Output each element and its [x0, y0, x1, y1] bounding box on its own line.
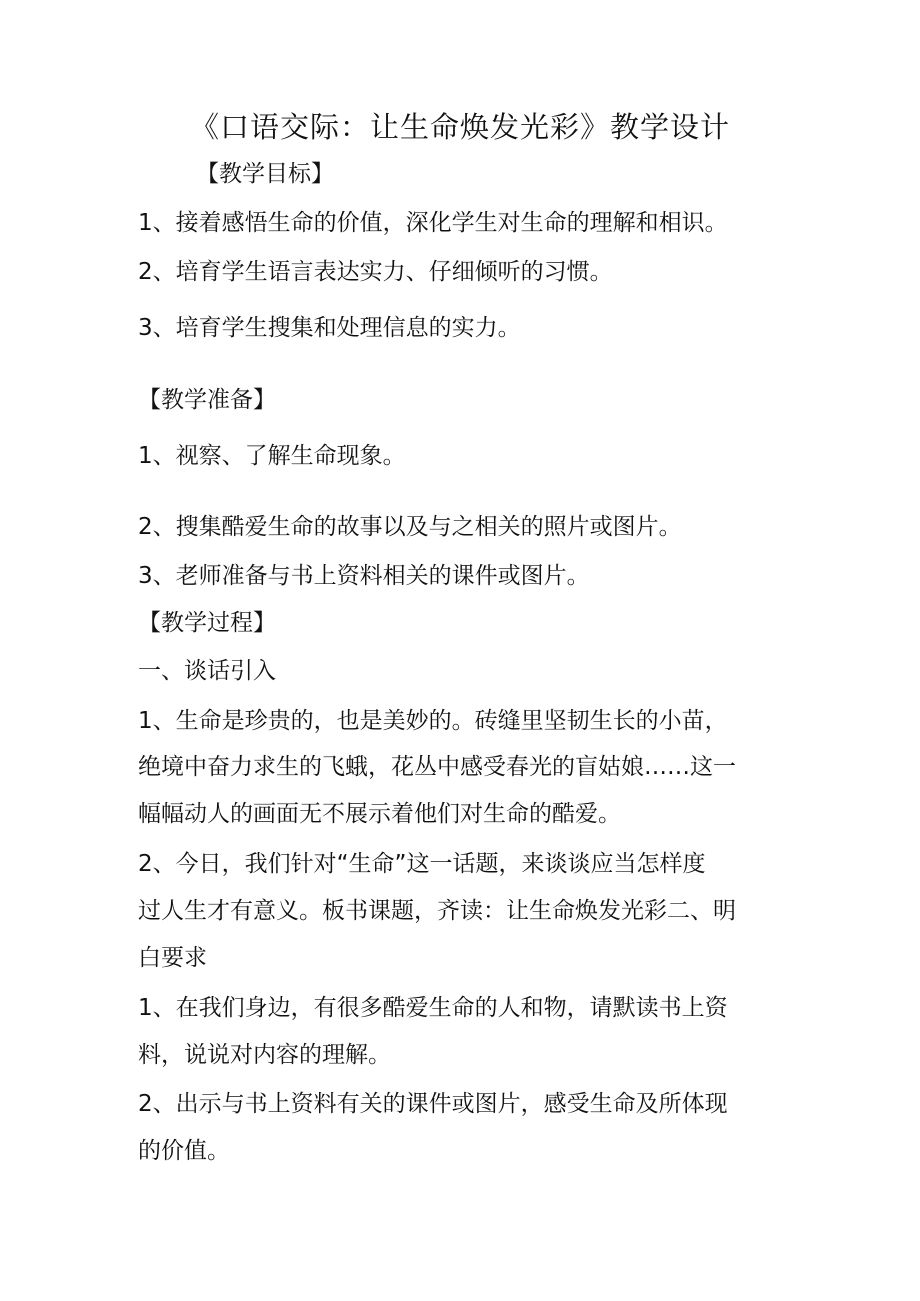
goals-item: 2、培育学生语言表达实力、仔细倾听的习惯。: [138, 259, 613, 285]
process-line: 料，说说对内容的理解。: [138, 1042, 391, 1068]
process-subheading: 一、谈话引入: [138, 658, 276, 684]
prep-item: 2、搜集酷爱生命的故事以及与之相关的照片或图片。: [138, 514, 682, 540]
process-line: 白要求: [138, 945, 207, 971]
process-line: 幅幅动人的画面无不展示着他们对生命的酷爱。: [138, 801, 621, 827]
goals-item: 1、接着感悟生命的价值，深化学生对生命的理解和相识。: [138, 210, 728, 236]
process-line: 的价值。: [138, 1138, 230, 1164]
process-line: 2、今日，我们针对“生命”这一话题，来谈谈应当怎样度: [138, 851, 706, 877]
goals-heading: 【教学目标】: [196, 161, 334, 187]
process-line: 1、生命是珍贵的，也是美妙的。砖缝里坚韧生长的小苗，: [138, 708, 728, 734]
process-line: 1、在我们身边，有很多酷爱生命的人和物，请默读书上资: [138, 995, 728, 1021]
prep-heading: 【教学准备】: [138, 387, 276, 413]
process-line: 绝境中奋力求生的飞蛾，花丛中感受春光的盲姑娘……这一: [138, 754, 736, 780]
goals-item: 3、培育学生搜集和处理信息的实力。: [138, 315, 521, 341]
document-title: 《口语交际：让生命焕发光彩》教学设计: [189, 110, 730, 144]
prep-item: 1、视察、了解生命现象。: [138, 443, 406, 469]
prep-item: 3、老师准备与书上资料相关的课件或图片。: [138, 563, 590, 589]
process-line: 2、出示与书上资料有关的课件或图片，感受生命及所体现: [138, 1091, 728, 1117]
process-heading: 【教学过程】: [138, 610, 276, 636]
process-line: 过人生才有意义。板书课题，齐读：让生命焕发光彩二、明: [138, 898, 736, 924]
